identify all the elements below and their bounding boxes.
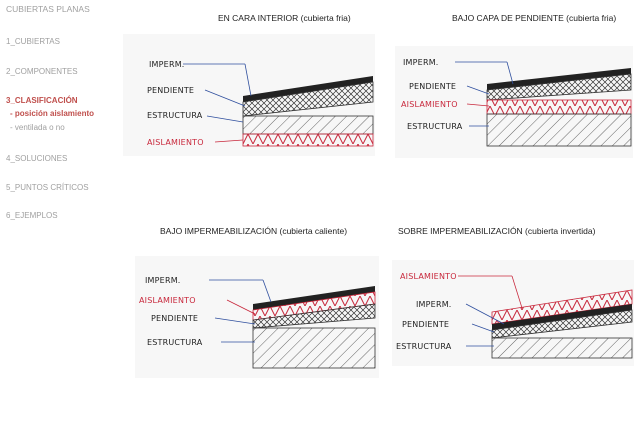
nav-item-clasificacion[interactable]: 3_CLASIFICACIÓN	[6, 96, 78, 105]
label-aislamiento: AISLAMIENTO	[400, 272, 457, 281]
panel-1-title: EN CARA INTERIOR (cubierta fria)	[218, 13, 351, 23]
label-imperm: IMPERM.	[416, 300, 452, 309]
panel-1-diagram	[123, 34, 375, 156]
estructura-layer	[253, 328, 375, 368]
estructura-layer	[487, 114, 631, 146]
estructura-layer	[492, 338, 632, 358]
label-imperm: IMPERM.	[149, 60, 185, 69]
nav-subitem-ventilada[interactable]: - ventilada o no	[10, 123, 65, 132]
nav-title: CUBIERTAS PLANAS	[6, 4, 90, 14]
panel-3-diagram	[135, 256, 379, 378]
label-pendiente: PENDIENTE	[402, 320, 450, 329]
panel-4-diagram	[392, 260, 634, 366]
panel-2-diagram	[395, 46, 633, 158]
panel-2-title: BAJO CAPA DE PENDIENTE (cubierta fria)	[452, 13, 617, 23]
nav-item-ejemplos[interactable]: 6_EJEMPLOS	[6, 211, 58, 220]
label-imperm: IMPERM.	[403, 58, 439, 67]
label-aislamiento: AISLAMIENTO	[401, 100, 458, 109]
label-pendiente: PENDIENTE	[151, 314, 199, 323]
label-estructura: ESTRUCTURA	[147, 338, 203, 347]
label-pendiente: PENDIENTE	[409, 82, 457, 91]
nav-subitem-posicion-aislamiento[interactable]: - posición aislamiento	[10, 109, 95, 118]
label-aislamiento: AISLAMIENTO	[147, 138, 204, 147]
nav-item-soluciones[interactable]: 4_SOLUCIONES	[6, 154, 68, 163]
aislamiento-layer	[487, 100, 631, 114]
panel-3-title: BAJO IMPERMEABILIZACIÓN (cubierta caliente)	[160, 226, 348, 236]
label-estructura: ESTRUCTURA	[147, 111, 203, 120]
aislamiento-layer	[243, 134, 373, 146]
label-aislamiento: AISLAMIENTO	[139, 296, 196, 305]
label-estructura: ESTRUCTURA	[407, 122, 463, 131]
label-imperm: IMPERM.	[145, 276, 181, 285]
panel-4-title: SOBRE IMPERMEABILIZACIÓN (cubierta invertida)	[398, 226, 596, 236]
nav-item-componentes[interactable]: 2_COMPONENTES	[6, 67, 78, 76]
nav-item-puntos-criticos[interactable]: 5_PUNTOS CRÍTICOS	[6, 183, 89, 192]
nav-item-cubiertas[interactable]: 1_CUBIERTAS	[6, 37, 60, 46]
label-estructura: ESTRUCTURA	[396, 342, 452, 351]
label-pendiente: PENDIENTE	[147, 86, 195, 95]
estructura-layer	[243, 116, 373, 134]
